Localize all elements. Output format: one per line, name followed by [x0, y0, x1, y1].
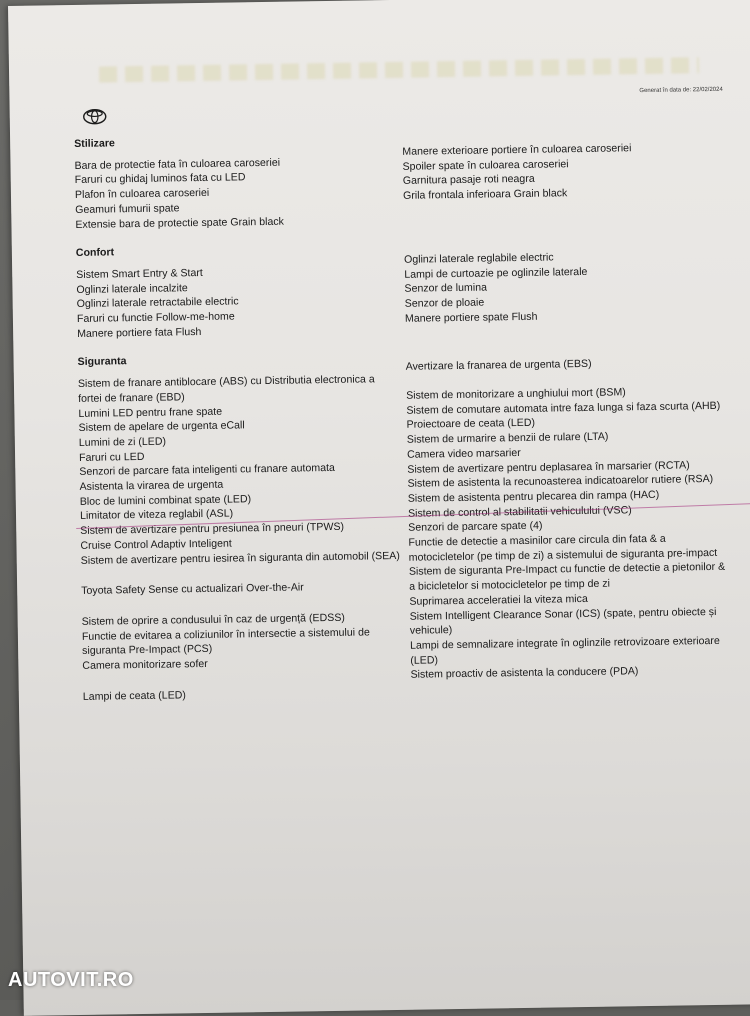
toyota-logo-icon — [83, 108, 107, 124]
list-item: Garnitura pasaje roti neagra — [402, 173, 535, 188]
list-item: Sistem de siguranta Pre-Impact cu functie de detectie a pietonilor & — [408, 561, 726, 579]
list-item: Extensie bara de protectie spate Grain black — [75, 215, 284, 231]
list-item: Lampi de curtoazie pe oglinzile laterale — [404, 265, 588, 281]
list-item: motocicletelor (pe timp de zi) a sistemului de siguranta pre-impact — [408, 546, 718, 564]
list-item: Bloc de lumini combinat spate (LED) — [79, 493, 252, 508]
list-item: Sistem de apelare de urgenta eCall — [78, 419, 245, 435]
list-item: Grila frontala inferioara Grain black — [402, 187, 568, 202]
list-item: Senzor de ploaie — [404, 296, 485, 310]
document-page — [8, 0, 750, 1016]
list-item: Cruise Control Adaptiv Inteligent — [80, 537, 232, 552]
list-item: Manere portiere fata Flush — [77, 325, 202, 340]
list-item: Geamuri fumurii spate — [75, 202, 180, 216]
list-item: Sistem de urmarire a benzii de rulare (LTA) — [406, 430, 609, 446]
list-item: siguranta Pre-Impact (PCS) — [82, 643, 213, 658]
list-item: Sistem Smart Entry & Start — [76, 266, 203, 281]
section-title-confort: Confort — [75, 246, 115, 260]
list-item: Spoiler spate în culoarea caroseriei — [402, 157, 569, 173]
list-item: Functie de detectie a masinilor care circula din fata & a — [408, 532, 666, 549]
list-item: Sistem de avertizare pentru presiunea în pneuri (TPWS) — [80, 520, 345, 538]
list-item: Lumini de zi (LED) — [78, 435, 167, 449]
list-item: Sistem de oprire a condusului în caz de urgență (EDSS) — [81, 611, 345, 628]
watermark-logo: AUTOVIT.RO — [8, 969, 134, 991]
list-item: Functie de evitarea a coliziunilor în intersectie a sistemului de — [81, 626, 370, 643]
list-item: a bicicletelor si motocicletelor pe timp de zi — [409, 577, 611, 593]
list-item: Lampi de semnalizare integrate în oglinzile retrovizoare exterioare — [410, 634, 720, 652]
generated-date: Generat în data de: 22/02/2024 — [639, 86, 723, 95]
list-item: Sistem de avertizare pentru iesirea în siguranta din automobil (SEA) — [80, 549, 400, 567]
list-item: Manere exterioare portiere în culoarea caroseriei — [402, 142, 632, 158]
list-item: Sistem proactiv de asistenta la conducere (PDA) — [410, 665, 639, 682]
list-item: Lampi de ceata (LED) — [82, 689, 186, 703]
list-item: Manere portiere spate Flush — [404, 310, 538, 325]
list-item: Senzori de parcare spate (4) — [408, 520, 543, 535]
list-item: Oglinzi laterale incalzite — [76, 281, 188, 296]
list-item: Proiectoare de ceata (LED) — [406, 417, 536, 432]
list-item: (LED) — [410, 654, 439, 667]
list-item: Sistem de asistenta la recunoasterea indicatoarelor rutiere (RSA) — [407, 473, 714, 491]
list-item: Sistem de comutare automata intre faza lunga si faza scurta (AHB) — [406, 399, 721, 417]
list-item: Sistem de control al stabilitatii vehiculului (VSC) — [407, 503, 632, 520]
right-column — [402, 139, 750, 683]
list-item: Senzor de lumina — [404, 281, 488, 296]
list-item: Sistem de avertizare pentru deplasarea în marsarier (RCTA) — [407, 458, 690, 476]
list-item: Sistem de monitorizare a unghiului mort (BSM) — [406, 386, 626, 402]
list-item: Camera monitorizare sofer — [82, 658, 208, 673]
list-item: Faruri cu functie Follow-me-home — [76, 310, 235, 325]
list-item: Bara de protectie fata în culoarea caroseriei — [74, 156, 281, 172]
list-item: vehicule) — [409, 624, 453, 638]
list-item: Oglinzi laterale reglabile electric — [403, 251, 554, 266]
list-item: Sistem de franare antiblocare (ABS) cu Distributia electronica a — [77, 373, 375, 391]
bleed-through-text — [99, 57, 699, 82]
list-item: Suprimarea acceleratiei la viteza mica — [409, 592, 588, 608]
list-item: Sistem de asistenta pentru plecarea din rampa (HAC) — [407, 488, 660, 505]
list-item: Oglinzi laterale retractabile electric — [76, 295, 239, 311]
list-item: Sistem Intelligent Clearance Sonar (ICS) (spate, pentru obiecte și — [409, 605, 717, 623]
list-item: Avertizare la franarea de urgenta (EBS) — [405, 358, 592, 374]
list-item: Plafon în culoarea caroseriei — [74, 186, 210, 202]
section-title-siguranta: Siguranta — [77, 355, 127, 369]
list-item: Faruri cu LED — [79, 450, 145, 464]
list-item: Faruri cu ghidaj luminos fata cu LED — [74, 171, 246, 187]
list-item: Limitator de viteza reglabil (ASL) — [79, 507, 234, 523]
list-item: Lumini LED pentru frane spate — [78, 405, 223, 420]
list-item: Asistenta la virarea de urgenta — [79, 478, 224, 493]
list-item: Senzori de parcare fata inteligenti cu franare automata — [79, 462, 335, 479]
list-item: fortei de franare (EBD) — [78, 391, 185, 405]
list-item: Camera video marsarier — [407, 446, 521, 461]
section-title-stilizare: Stilizare — [74, 137, 115, 150]
left-column — [74, 132, 423, 705]
list-item: Toyota Safety Sense cu actualizari Over-the-Air — [81, 581, 304, 598]
